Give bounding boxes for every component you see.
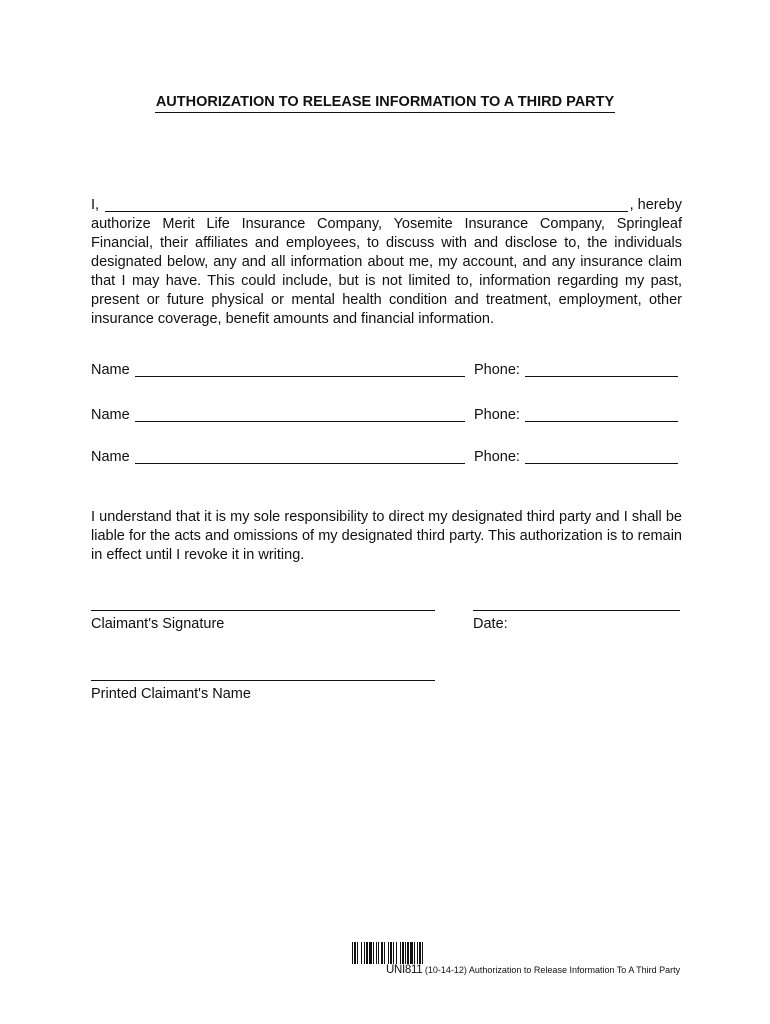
printed-name-line[interactable] (91, 680, 435, 681)
designee-row (91, 449, 682, 469)
form-code: UNI811 (386, 964, 423, 976)
footer-text (386, 964, 680, 976)
authorizer-name-line (91, 196, 682, 215)
designee-name-blank[interactable] (135, 463, 465, 464)
designee-name-label: Name (91, 449, 130, 465)
claimant-signature-line[interactable] (91, 610, 435, 611)
barcode-icon (350, 942, 460, 964)
document-title-text: AUTHORIZATION TO RELEASE INFORMATION TO A THIRD PARTY (155, 94, 615, 113)
designee-row (91, 407, 682, 427)
responsibility-paragraph: I understand that it is my sole responsibility to direct my designated third party and I shall be liable for the acts and omissions of my designated third party. This authorization is to remain in effect until I revoke it in writing. (91, 509, 682, 563)
claimant-signature-label: Claimant's Signature (91, 616, 225, 632)
designee-name-blank[interactable] (135, 421, 465, 422)
designee-phone-blank[interactable] (525, 421, 678, 422)
document-title (0, 94, 770, 110)
designee-name-label: Name (91, 407, 130, 423)
designee-phone-label: Phone: (474, 449, 520, 465)
designee-phone-blank[interactable] (525, 376, 678, 377)
form-footer (350, 942, 690, 982)
authorizer-suffix: , hereby (629, 197, 682, 213)
printed-name-label: Printed Claimant's Name (91, 686, 251, 702)
authorization-body-text: authorize Merit Life Insurance Company, Yosemite Insurance Company, Springleaf Financial, their affiliates and employees, to discuss with and disclose to, the individuals designated below, any and all information about me, my account, and any insurance claim that I may have. This could include, but is not limited to, information regarding my past, present or future physical or mental health condition and treatment, employment, other insurance coverage, benefit amounts and financial information. (91, 216, 682, 327)
designee-row (91, 362, 682, 382)
date-label: Date: (473, 616, 508, 632)
designee-phone-label: Phone: (474, 407, 520, 423)
designee-name-label: Name (91, 362, 130, 378)
designee-name-blank[interactable] (135, 376, 465, 377)
designee-phone-label: Phone: (474, 362, 520, 378)
form-description: (10-14-12) Authorization to Release Information To A Third Party (424, 965, 681, 975)
date-line[interactable] (473, 610, 680, 611)
authorizer-prefix: I, (91, 197, 100, 213)
designee-phone-blank[interactable] (525, 463, 678, 464)
authorizer-name-blank[interactable] (105, 197, 628, 212)
authorization-paragraph (91, 196, 682, 329)
